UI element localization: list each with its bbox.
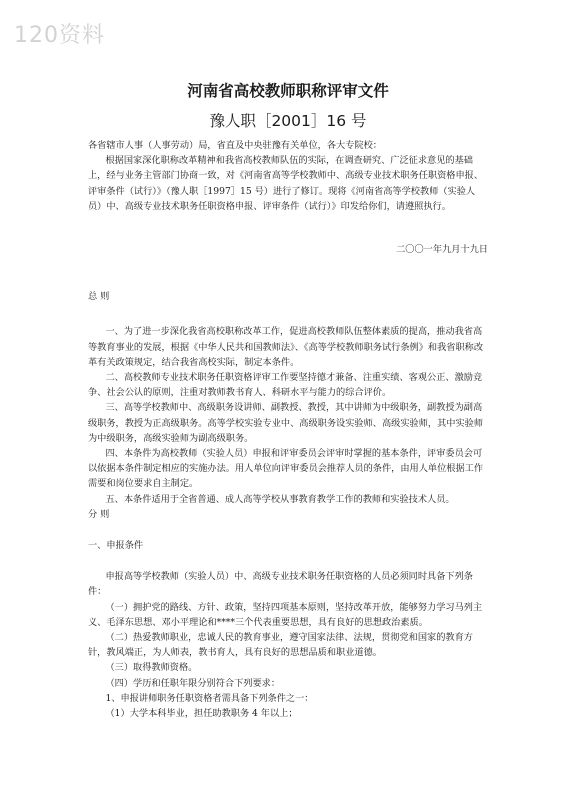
section1-heading: 一、申报条件 — [88, 540, 144, 552]
section1-item: （四）学历和任职年限分别符合下列要求： — [105, 677, 281, 689]
salutation: 各省辖市人事（人事劳动）局，省直及中央驻豫有关单位，各大专院校： — [88, 140, 382, 151]
document-title: 河南省高校教师职称评审文件 — [187, 82, 389, 100]
section1-intro: 申报高等学校教师（实验人员）中、高级专业技术职务任职资格的人员必须同时具备下列条件： — [88, 571, 473, 598]
intro-paragraph: 根据国家深化职称改革精神和我省高校教师队伍的实际，在调查研究、广泛征求意见的基础上，经与业务主管部门协商一致，对《河南省高等学校教师中、高级专业技术职务任职资格申报、评审条件（试行）》（豫人职［1997］15 号）进行了修订。现将《河南省高等学校教师（实验人员）中、高级专业技术职务任职资格申报、评审条件（试行）》印发给你们，请遵照执行。 — [88, 155, 484, 212]
issue-date: 二〇〇一年九月十九日 — [396, 244, 488, 256]
general-heading: 总 则 — [88, 291, 110, 303]
section1-item: （三）取得教师资格。 — [105, 662, 198, 674]
general-item: 一、为了进一步深化我省高校职称改革工作，促进高校教师队伍整体素质的提高，推动我省高等教育事业的发展，根据《中华人民共和国教师法》、《高等学校教师职务试行条例》和我省职称改革有关政策规定，结合我省高校实际，制定本条件。 — [88, 326, 484, 368]
general-item: 五、本条件适用于全省普通、成人高等学校从事教育教学工作的教师和实验技术人员。 — [105, 493, 455, 505]
watermark: 120资料 — [14, 23, 105, 48]
section1-item: （二）热爱教师职业，忠诚人民的教育事业，遵守国家法律、法规，贯彻党和国家的教育方针，教风端正，为人师表，教书育人，具有良好的思想品质和职业道德。 — [88, 632, 473, 659]
sub-heading: 分 则 — [88, 508, 110, 520]
section1-item: （一）拥护党的路线、方针、政策，坚持四项基本原则，坚持改革开放，能够努力学习马列主义、毛泽东思想、邓小平理论和****三个代表重要思想，具有良好的思想政治素质。 — [88, 601, 483, 628]
general-item: 二、高校教师专业技术职务任职资格评审工作要坚持德才兼备、注重实绩、客观公正、激励竞争、社会公认的原则，注重对教师教书育人、科研水平与能力的综合评价。 — [88, 372, 483, 399]
general-item: 四、本条件为高校教师（实验人员）申报和评审委员会评审时掌握的基本条件，评审委员会可以依据本条件制定相应的实施办法。用人单位向评审委员会推荐人员的条件，由用人单位根据工作需要和岗位要求自主制定。 — [88, 448, 484, 490]
general-item: 三、高等学校教师中、高级职务设讲师、副教授、教授，其中讲师为中级职务，副教授为副高级职务，教授为正高级职务。高等学校实验专业中、高级职务设实验师、高级实验师，其中实验师为中级职务，高级实验师为副高级职务。 — [88, 402, 484, 444]
lecturer-item: （1）大学本科毕业，担任助教职务 4 年以上； — [105, 708, 298, 720]
document-number: 豫人职［2001］16 号 — [209, 112, 367, 130]
document-page — [88, 80, 488, 721]
lecturer-requirements: 1、申报讲师职务任职资格者需具备下列条件之一： — [105, 692, 314, 704]
